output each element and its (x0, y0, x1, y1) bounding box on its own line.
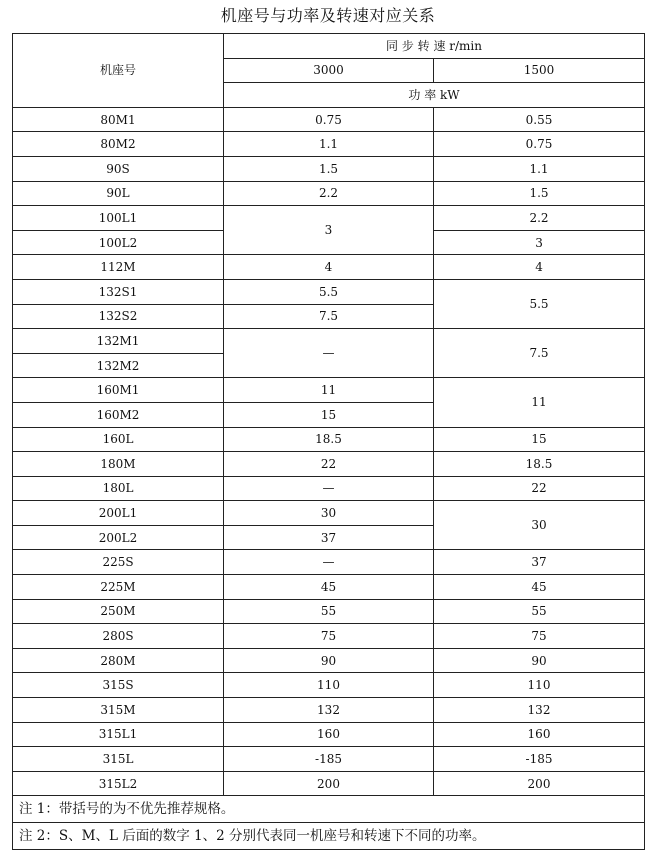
power-1500-cell: 75 (434, 624, 645, 649)
power-1500-cell: -185 (434, 747, 645, 772)
power-1500-cell: 5.5 (434, 279, 645, 328)
header-power: 功 率 kW (224, 83, 645, 108)
power-3000-cell: 4 (224, 255, 434, 280)
table-row (13, 279, 645, 304)
power-3000-cell: 2.2 (224, 181, 434, 206)
model-cell: 180L (13, 476, 224, 501)
model-cell: 250M (13, 599, 224, 624)
power-1500-cell: 4 (434, 255, 645, 280)
table-row (13, 255, 645, 280)
model-cell: 132S2 (13, 304, 224, 329)
model-cell: 80M1 (13, 107, 224, 132)
power-3000-cell: 55 (224, 599, 434, 624)
power-1500-cell: 0.55 (434, 107, 645, 132)
power-1500-cell: 90 (434, 648, 645, 673)
model-cell: 112M (13, 255, 224, 280)
power-1500-cell: 160 (434, 722, 645, 747)
model-cell: 100L2 (13, 230, 224, 255)
power-1500-cell: 11 (434, 378, 645, 427)
power-3000-cell: 90 (224, 648, 434, 673)
power-1500-cell: 22 (434, 476, 645, 501)
model-cell: 315L (13, 747, 224, 772)
note-1: 注 1：带括号的为不优先推荐规格。 (13, 796, 645, 823)
power-3000-cell: 18.5 (224, 427, 434, 452)
power-1500-cell: 1.5 (434, 181, 645, 206)
table-row (13, 329, 645, 354)
power-3000-cell: 11 (224, 378, 434, 403)
power-3000-cell: 110 (224, 673, 434, 698)
model-cell: 100L1 (13, 206, 224, 231)
header-sync-speed: 同 步 转 速 r/min (224, 34, 645, 59)
power-speed-table (12, 33, 645, 850)
note-2: 注 2：S、M、L 后面的数字 1、2 分别代表同一机座号和转速下不同的功率。 (13, 823, 645, 850)
power-3000-cell: 22 (224, 452, 434, 477)
power-3000-cell: 3 (224, 206, 434, 255)
power-3000-cell: — (224, 550, 434, 575)
model-cell: 315L2 (13, 771, 224, 796)
table-row (13, 427, 645, 452)
power-3000-cell: 37 (224, 525, 434, 550)
model-cell: 180M (13, 452, 224, 477)
power-3000-cell: 160 (224, 722, 434, 747)
model-cell: 315S (13, 673, 224, 698)
table-row (13, 599, 645, 624)
power-3000-cell: 0.75 (224, 107, 434, 132)
power-1500-cell: 55 (434, 599, 645, 624)
table-row (13, 476, 645, 501)
table-row (13, 206, 645, 231)
model-cell: 132S1 (13, 279, 224, 304)
model-cell: 90L (13, 181, 224, 206)
table-row (13, 698, 645, 723)
model-cell: 315L1 (13, 722, 224, 747)
model-cell: 280M (13, 648, 224, 673)
table-row (13, 156, 645, 181)
power-3000-cell: 132 (224, 698, 434, 723)
table-row (13, 550, 645, 575)
table-row (13, 132, 645, 157)
power-3000-cell: 15 (224, 402, 434, 427)
header-row-1 (13, 34, 645, 59)
power-1500-cell: 2.2 (434, 206, 645, 231)
model-cell: 315M (13, 698, 224, 723)
note-row (13, 823, 645, 850)
table-row (13, 624, 645, 649)
power-3000-cell: 45 (224, 575, 434, 600)
table-row (13, 648, 645, 673)
table-row (13, 452, 645, 477)
power-1500-cell: 18.5 (434, 452, 645, 477)
power-1500-cell: 0.75 (434, 132, 645, 157)
power-3000-cell: 5.5 (224, 279, 434, 304)
power-3000-cell: 75 (224, 624, 434, 649)
power-1500-cell: 30 (434, 501, 645, 550)
model-cell: 200L2 (13, 525, 224, 550)
table-row (13, 501, 645, 526)
model-cell: 160L (13, 427, 224, 452)
model-cell: 280S (13, 624, 224, 649)
power-1500-cell: 15 (434, 427, 645, 452)
power-3000-cell: 1.5 (224, 156, 434, 181)
model-cell: 160M2 (13, 402, 224, 427)
power-3000-cell: — (224, 476, 434, 501)
power-1500-cell: 110 (434, 673, 645, 698)
table-title: 机座号与功率及转速对应关系 (220, 6, 436, 25)
power-3000-cell: -185 (224, 747, 434, 772)
table-row (13, 673, 645, 698)
power-1500-cell: 1.1 (434, 156, 645, 181)
power-1500-cell: 45 (434, 575, 645, 600)
model-cell: 160M1 (13, 378, 224, 403)
table-row (13, 747, 645, 772)
power-1500-cell: 37 (434, 550, 645, 575)
table-row (13, 771, 645, 796)
power-3000-cell: 200 (224, 771, 434, 796)
table-row (13, 575, 645, 600)
header-speed-3000: 3000 (224, 58, 434, 83)
power-1500-cell: 132 (434, 698, 645, 723)
power-3000-cell: 7.5 (224, 304, 434, 329)
power-3000-cell: 1.1 (224, 132, 434, 157)
note-row (13, 796, 645, 823)
power-3000-cell: 30 (224, 501, 434, 526)
table-row (13, 722, 645, 747)
power-1500-cell: 3 (434, 230, 645, 255)
power-1500-cell: 7.5 (434, 329, 645, 378)
model-cell: 225S (13, 550, 224, 575)
model-cell: 132M2 (13, 353, 224, 378)
power-3000-cell: — (224, 329, 434, 378)
power-1500-cell: 200 (434, 771, 645, 796)
model-cell: 80M2 (13, 132, 224, 157)
model-cell: 132M1 (13, 329, 224, 354)
model-cell: 90S (13, 156, 224, 181)
model-cell: 200L1 (13, 501, 224, 526)
table-row (13, 378, 645, 403)
table-row (13, 181, 645, 206)
header-model: 机座号 (13, 34, 224, 108)
table-row (13, 107, 645, 132)
model-cell: 225M (13, 575, 224, 600)
header-speed-1500: 1500 (434, 58, 645, 83)
